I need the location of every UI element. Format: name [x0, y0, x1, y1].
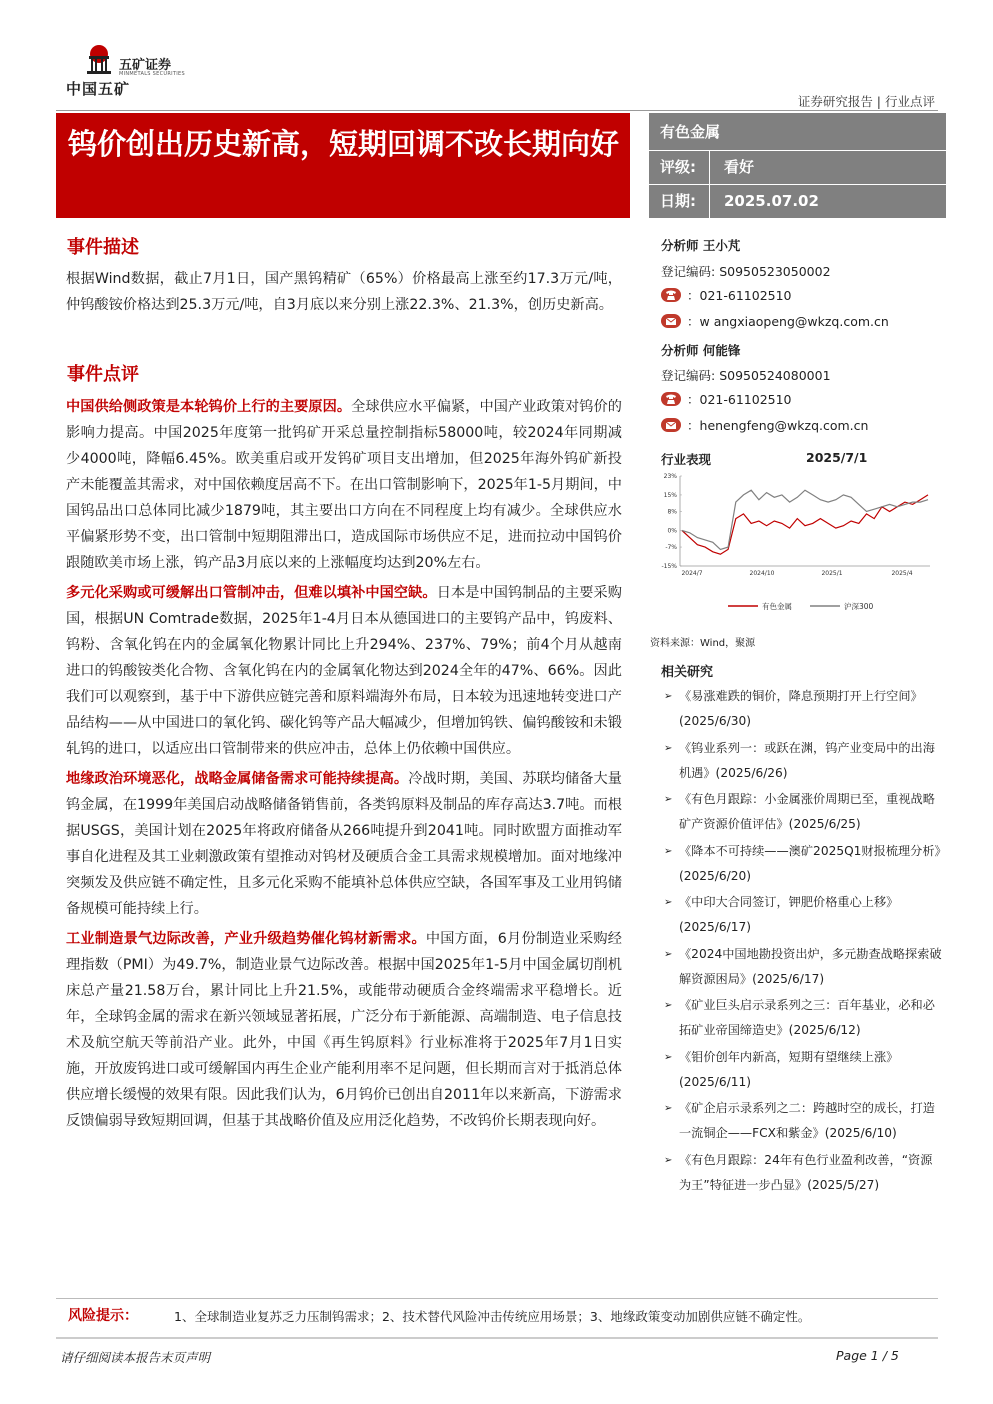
- phone-icon: [661, 288, 681, 302]
- series-line-csi300: [682, 490, 928, 549]
- contact-colon: ：: [687, 314, 700, 329]
- related-research-title: 《中印大合同签订，钾肥价格重心上移》(2025/6/17): [679, 895, 899, 934]
- event-desc-text: 根据Wind数据，截止7月1日，国产黑钨精矿（65%）价格最高上涨至约17.3万元/吨，仲钨酸铵价格达到25.3万元/吨，自3月底以来分别上涨22.3%、21.3%，创历史新高。: [66, 271, 622, 313]
- related-research-item[interactable]: [661, 942, 943, 992]
- paragraph-lead: 工业制造景气边际改善，产业升级趋势催化钨材新需求。: [66, 931, 426, 947]
- paragraph-text: 日本是中国钨制品的主要采购国，根据UN Comtrade数据，2025年1-4月日本从德国进口的主要钨产品中，钨废料、钨粉、含氧化钨在内的金属氧化物累计同比上升294%、237%、79%；前4个月从越南进口的钨酸铵类化合物、含氧化钨在内的金属氧化物达到2024全年的47%、66%。因此我们可以观察到，基于中下游供应链完善和原料端海外布局，日本较为迅速地转变进口产品结构——从中国进口的氧化钨、碳化钨等产品大幅减少，但增加钨铁、偏钨酸铵和未锻轧钨的进口，以适应出口管制带来的供应冲击，总体上仍依赖中国供应。: [66, 585, 622, 757]
- x-tick-label: 2025/4: [891, 570, 913, 577]
- date-label: 日期:: [660, 192, 696, 210]
- contact-colon: ：: [687, 418, 700, 433]
- paragraph-text: 冷战时期，美国、苏联均储备大量钨金属，在1999年美国启动战略储备销售前，各类钨原料及制品的库存高达3.7吨。而根据USGS，美国计划在2025年将政府储备从266吨提升到2041吨。同时欧盟方面推动军事自化进程及其工业刺激政策有望推动对钨材及硬质合金工具需求规模增加。面对地缘冲突频发及供应链不确定性，且多元化采购不能填补总体供应空缺，各国军事及工业用钨储备规模可能持续上行。: [66, 771, 622, 917]
- brand-en-name: MINMETALS SECURITIES: [119, 71, 185, 77]
- related-research-title: 《矿业巨头启示录系列之三：百年基业，必和必拓矿业帝国缔造史》(2025/6/12): [679, 998, 935, 1037]
- brand-name: 五矿证券: [119, 58, 172, 73]
- arrow-bullet-icon: ➢: [664, 1154, 673, 1166]
- phone-icon: [661, 392, 681, 406]
- rating-info-box: [649, 113, 946, 218]
- related-research-title: 《有色月跟踪：小金属涨价周期已至，重视战略矿产资源价值评估》(2025/6/25): [679, 792, 935, 831]
- analyst-reg: [661, 262, 831, 280]
- risk-divider: [56, 1298, 938, 1299]
- related-research-list: [661, 684, 943, 1199]
- company-logo: [66, 44, 216, 100]
- x-tick-label: 2025/1: [821, 570, 843, 577]
- email-address[interactable]: henengfeng@wkzq.com.cn: [699, 417, 869, 433]
- legend-label: 沪深300: [844, 602, 874, 611]
- reg-number: S0950524080001: [719, 368, 831, 383]
- related-research-title: 《有色月跟踪：24年有色行业盈利改善，“资源为王”特征进一步凸显》(2025/5/27): [679, 1152, 933, 1192]
- related-research-item[interactable]: [661, 787, 943, 837]
- comment-paragraph: [66, 766, 622, 922]
- related-research-item[interactable]: [661, 839, 943, 889]
- phone-number: 021-61102510: [699, 287, 792, 303]
- email-icon: [661, 418, 681, 432]
- group-name: 中国五矿: [66, 80, 131, 98]
- event-comment-body: [66, 394, 622, 1138]
- risk-heading: 风险提示：: [68, 1308, 138, 1324]
- footer-divider: [56, 1337, 938, 1339]
- comment-paragraph: [66, 394, 622, 576]
- arrow-bullet-icon: ➢: [664, 794, 673, 805]
- arrow-bullet-icon: ➢: [664, 742, 673, 754]
- related-research-title: 《钨业系列一：或跃在渊，钨产业变局中的出海机遇》(2025/6/26): [679, 740, 935, 780]
- arrow-bullet-icon: ➢: [664, 1051, 673, 1063]
- analyst-title: 分析师 何能锋: [661, 343, 741, 358]
- related-research-heading: 相关研究: [661, 665, 714, 680]
- reg-number: S0950523050002: [719, 264, 831, 279]
- paragraph-lead: 中国供给侧政策是本轮钨价上行的主要原因。: [66, 399, 352, 415]
- info-vdivider: [709, 150, 710, 218]
- reg-label: 登记编码:: [661, 264, 716, 279]
- related-research-item[interactable]: [661, 890, 943, 940]
- sector-name: 有色金属: [660, 123, 721, 141]
- arrow-bullet-icon: ➢: [664, 691, 673, 702]
- analyst-title: 分析师 王小芃: [661, 238, 741, 253]
- event-comment-heading: 事件点评: [67, 364, 139, 385]
- related-research-item[interactable]: [661, 736, 943, 786]
- chart-title: 行业表现: [661, 452, 712, 467]
- x-tick-label: 2024/10: [749, 570, 775, 577]
- paragraph-lead: 多元化采购或可缓解出口管制冲击，但难以填补中国空缺。: [66, 585, 437, 601]
- related-research-item[interactable]: [661, 684, 943, 734]
- rating-label: 评级:: [660, 158, 696, 176]
- risk-text: 1、全球制造业复苏乏力压制钨需求；2、技术替代风险冲击传统应用场景；3、地缘政策变动加剧供应链不确定性。: [174, 1309, 811, 1324]
- analyst-email: [661, 416, 868, 434]
- related-research-item[interactable]: [661, 1148, 943, 1198]
- y-tick-label: 0%: [667, 527, 677, 535]
- page-number: Page 1 / 5: [836, 1348, 899, 1363]
- arrow-bullet-icon: ➢: [664, 845, 673, 857]
- reg-label: 登记编码:: [661, 368, 716, 383]
- rating-value: 看好: [724, 158, 755, 176]
- analyst-reg: [661, 366, 831, 384]
- chart-date: 2025/7/1: [806, 450, 868, 465]
- analyst-email: [661, 312, 889, 330]
- legend-label: 有色金属: [762, 602, 792, 611]
- analyst-name: [661, 236, 740, 254]
- related-research-title: 《降本不可持续——澳矿2025Q1财报梳理分析》(2025/6/20): [679, 843, 941, 883]
- related-research-title: 《矿企启示录系列之二：跨越时空的成长，打造一流铜企——FCX和紫金》(2025/6/10): [679, 1101, 935, 1140]
- comment-paragraph: [66, 926, 622, 1134]
- analyst-phone: [661, 390, 792, 408]
- paragraph-text: 中国方面，6月份制造业采购经理指数（PMI）为49.7%，制造业景气边际改善。根据中国2025年1-5月中国金属切削机床总产量21.58万台，累计同比上升21.5%，或能带动硬质合金终端需求平稳增长。近年，全球钨金属的需求在新兴领域显著拓展，广泛分布于新能源、高端制造、电子信息技术及航空航天等前沿产业。此外，中国《再生钨原料》行业标准将于2025年7月1日实施，开放废钨进口或可缓解国内再生企业产能利用率不足问题，但长期而言对于抵消总体供应增长缓慢的效果有限。因此我们认为，6月钨价已创出自2011年以来新高，下游需求反馈偏弱导致短期回调，但基于其战略价值及应用泛化趋势，不改钨价长期表现向好。: [66, 931, 622, 1129]
- related-research-title: 《2024中国地勘投资出炉，多元勘查战略探索破解资源困局》(2025/6/17): [679, 946, 942, 986]
- arrow-bullet-icon: ➢: [664, 897, 673, 908]
- contact-colon: ：: [687, 392, 700, 407]
- y-tick-label: -7%: [665, 544, 677, 552]
- paragraph-text: 全球供应水平偏紧，中国产业政策对钨价的影响力提高。中国2025年度第一批钨矿开采总量控制指标58000吨，较2024年同期减少4000吨，降幅6.45%。欧美重启或开发钨矿项目支出增加，但2025年海外钨矿新投产未能覆盖其需求，对中国依赖度居高不下。在出口管制影响下，2025年1-5月期间，中国钨品出口总体同比减少1879吨，其主要出口方向在不同程度上均有减少。全球供应水平偏紧形势不变，出口管制中短期阻滞出口，造成国际市场供应不足，进而拉动中国钨价跟随欧美市场上涨，钨产品3月底以来的上涨幅度均达到20%左右。: [66, 399, 622, 571]
- x-tick-label: 2024/7: [681, 570, 703, 577]
- event-desc-heading: 事件描述: [67, 237, 139, 258]
- y-tick-label: -15%: [661, 563, 677, 570]
- chart-source: 资料来源：Wind，聚源: [650, 638, 756, 649]
- report-title: 钨价创出历史新高，短期回调不改长期向好: [68, 127, 620, 161]
- comment-paragraph: [66, 580, 622, 762]
- related-research-title: 《易涨难跌的铜价，降息预期打开上行空间》(2025/6/30): [679, 689, 923, 728]
- industry-performance-chart: [658, 446, 938, 646]
- related-research-item[interactable]: [661, 993, 943, 1043]
- minmetals-logo-icon: [84, 44, 114, 78]
- date-value: 2025.07.02: [724, 192, 819, 210]
- analyst-name: [661, 341, 740, 359]
- title-banner: [56, 113, 630, 218]
- arrow-bullet-icon: ➢: [664, 948, 673, 960]
- email-address[interactable]: w angxiaopeng@wkzq.com.cn: [699, 313, 889, 329]
- arrow-bullet-icon: ➢: [664, 1000, 673, 1011]
- y-tick-label: 15%: [663, 491, 677, 499]
- related-research-item[interactable]: [661, 1045, 943, 1095]
- analyst-phone: [661, 286, 792, 304]
- header-divider: [56, 110, 938, 111]
- series-line-nonferrous: [682, 495, 928, 554]
- related-research-item[interactable]: [661, 1096, 943, 1146]
- y-tick-label: 23%: [663, 473, 677, 480]
- related-research-title: 《钼价创年内新高，短期有望继续上涨》(2025/6/11): [679, 1049, 899, 1089]
- arrow-bullet-icon: ➢: [664, 1103, 673, 1114]
- report-type: 证券研究报告 | 行业点评: [797, 94, 935, 109]
- phone-number: 021-61102510: [699, 391, 792, 407]
- contact-colon: ：: [687, 288, 700, 303]
- footer-disclaimer: 请仔细阅读本报告末页声明: [60, 1350, 211, 1365]
- paragraph-lead: 地缘政治环境恶化，战略金属储备需求可能持续提高。: [66, 771, 409, 787]
- y-tick-label: 8%: [667, 508, 677, 516]
- email-icon: [661, 314, 681, 328]
